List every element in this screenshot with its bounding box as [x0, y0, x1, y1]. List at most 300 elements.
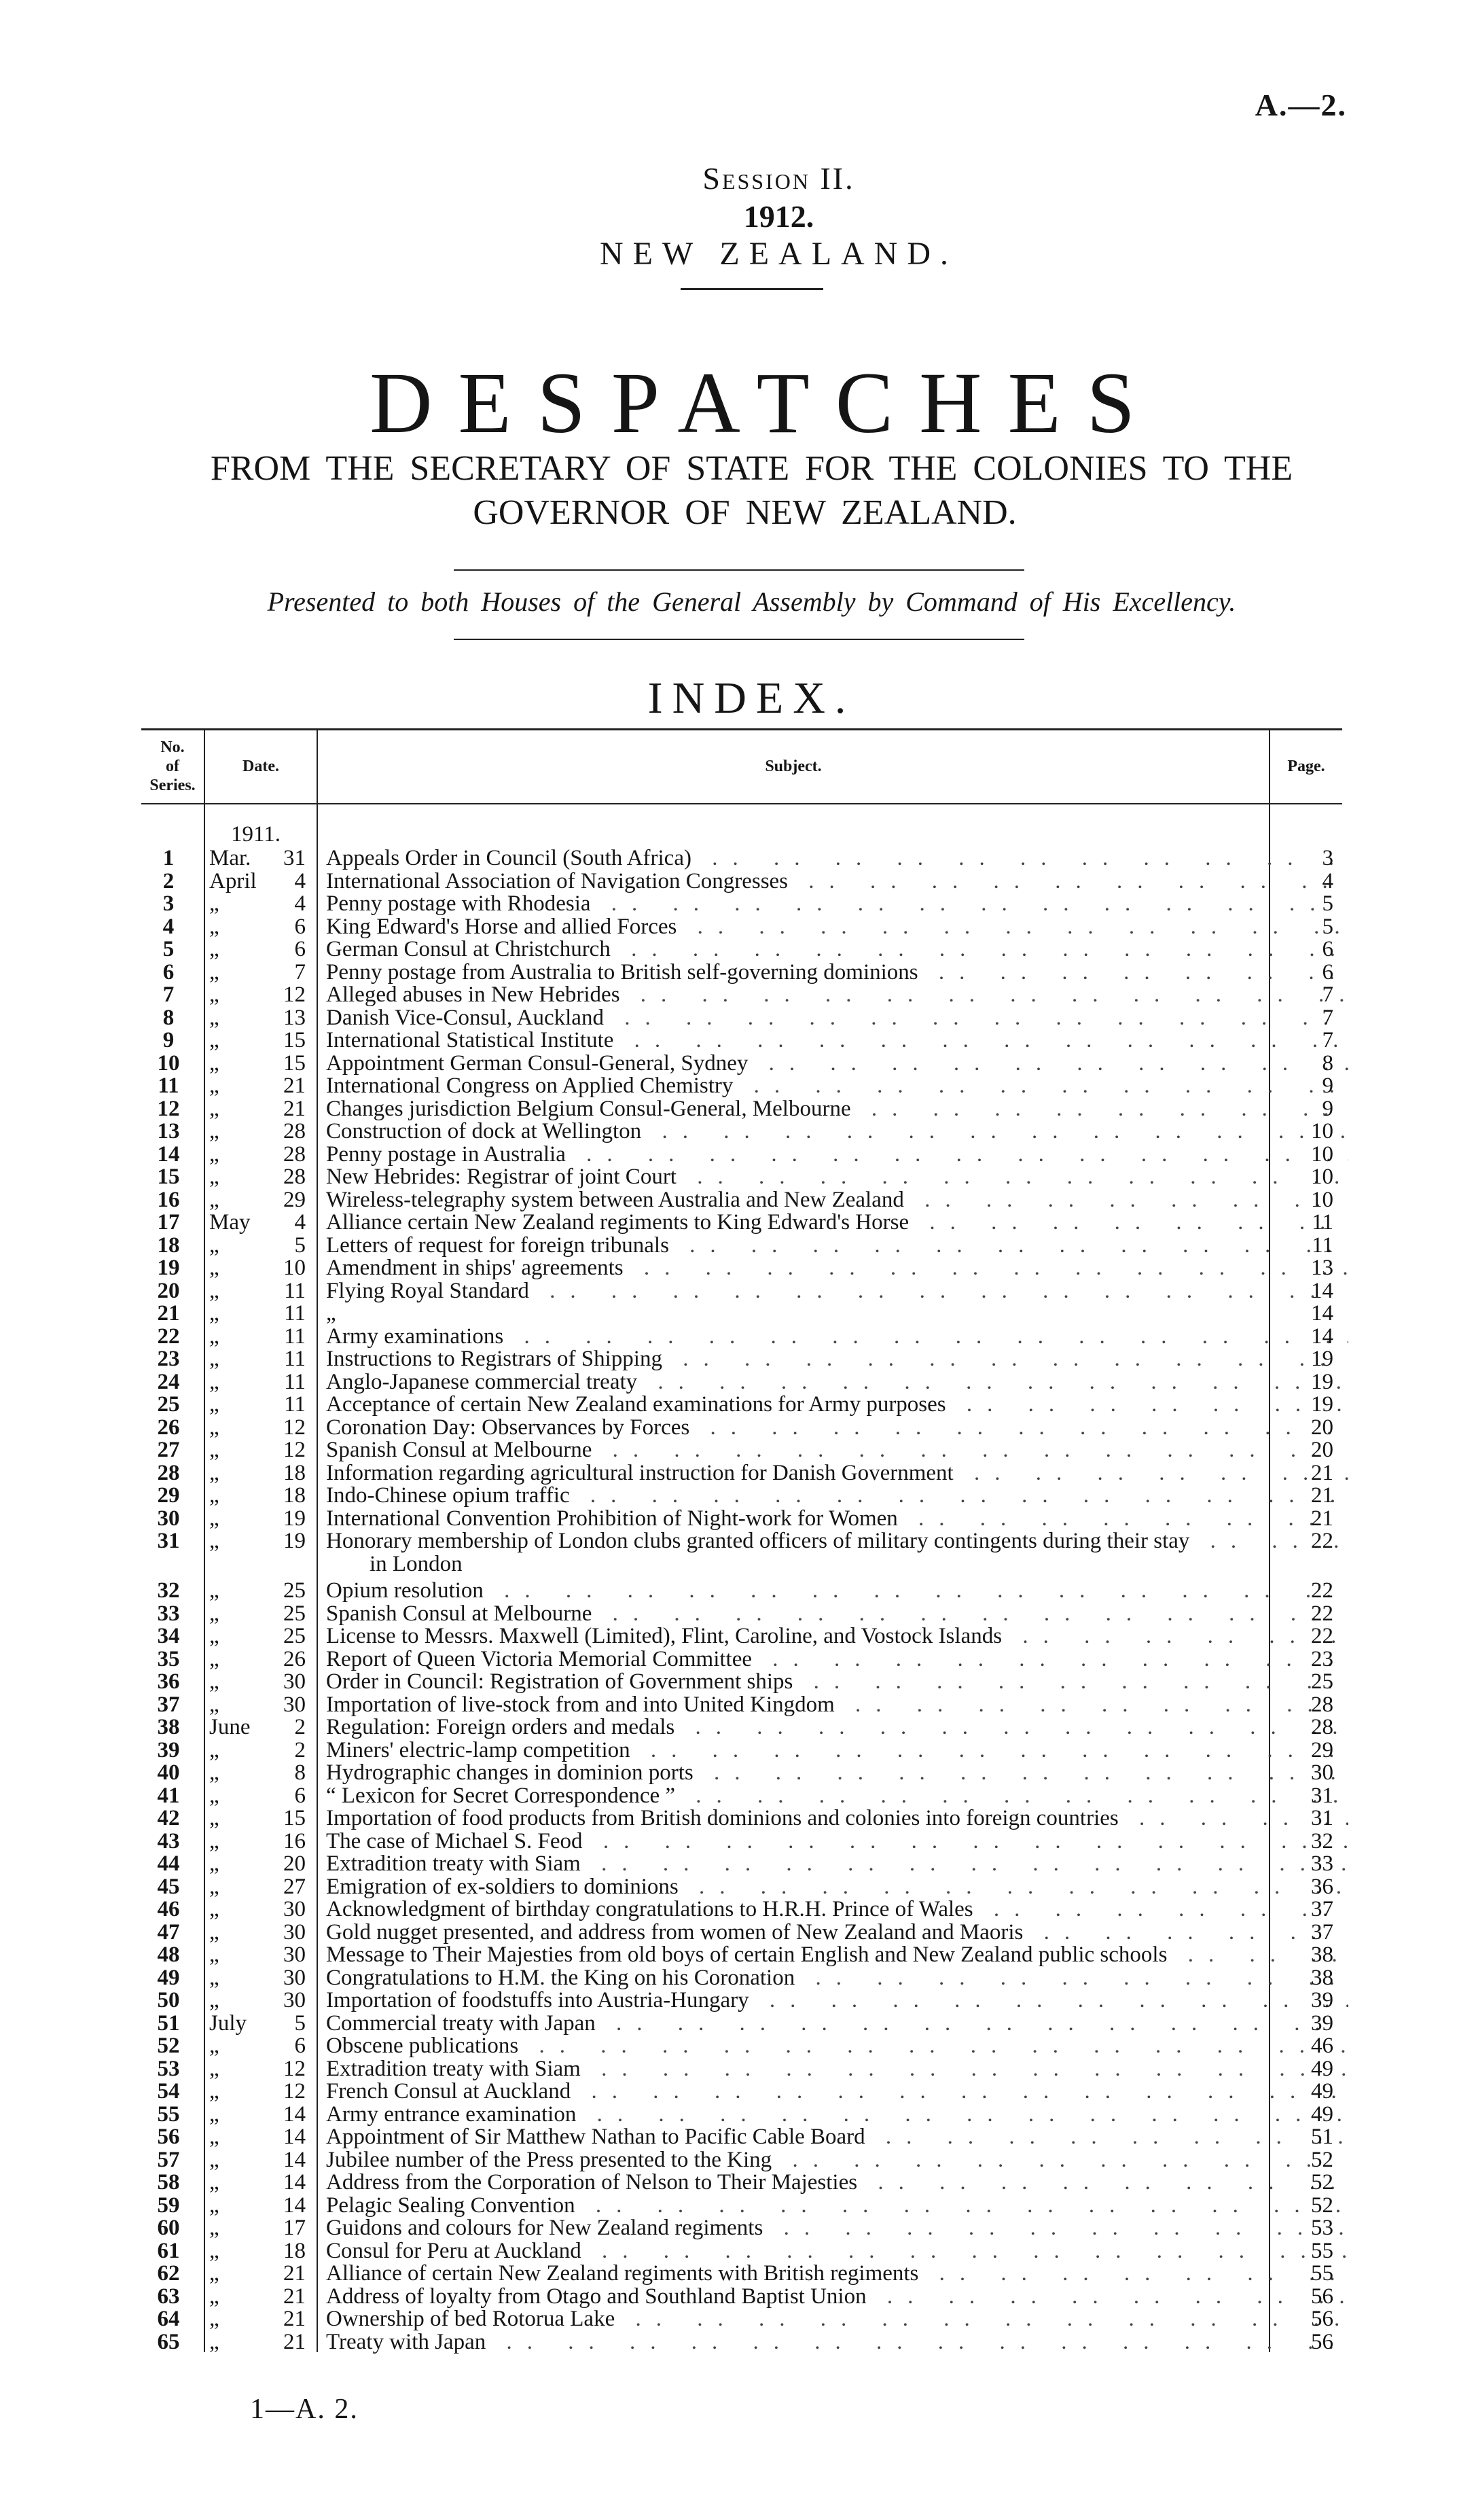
series-number: 28	[157, 1460, 180, 1485]
page-number: 10	[1311, 1119, 1333, 1143]
series-number: 2	[162, 868, 175, 893]
presented-bottom-divider	[454, 639, 1024, 640]
year-heading: 1911.	[231, 822, 281, 847]
table-row	[141, 1417, 1342, 1439]
page-number: 4	[1322, 868, 1333, 893]
date-month: „	[209, 1096, 219, 1121]
date-day: 8	[294, 1760, 306, 1785]
subject: Penny postage with Rhodesia .. ..	[326, 893, 1348, 915]
date-month: „	[209, 1578, 219, 1603]
date-day: 18	[283, 1460, 306, 1485]
date-day: 30	[283, 1988, 306, 2012]
table-row	[141, 1166, 1342, 1188]
subject: Guidons and colours for New Zealand regiments .. ..	[326, 2217, 1348, 2239]
date-month: „	[209, 1874, 219, 1899]
date-month: „	[209, 2238, 219, 2263]
header-no	[141, 738, 204, 795]
series-number: 3	[162, 891, 175, 916]
page-number: 7	[1322, 1005, 1333, 1030]
date-month: „	[209, 2079, 219, 2104]
page-number: 22	[1311, 1601, 1333, 1626]
table-row	[141, 870, 1342, 893]
date-day: 12	[283, 982, 306, 1007]
subject: Importation of live-stock from and into United Kingdom .. ..	[326, 1694, 1348, 1716]
page-number: 30	[1311, 1760, 1333, 1785]
subject: Pelagic Sealing Convention .. ..	[326, 2195, 1348, 2217]
subject: International Convention Prohibition of Night-work for Women .. ..	[326, 1508, 1348, 1530]
series-number: 63	[157, 2284, 180, 2309]
table-row	[141, 1232, 1342, 1258]
date-day: 19	[283, 1529, 306, 1553]
subject: Alliance of certain New Zealand regiments with British regiments .. ..	[326, 2262, 1348, 2285]
subject: Order in Council: Registration of Government ships .. ..	[326, 1671, 1348, 1693]
subject: Extradition treaty with Siam .. ..	[326, 1853, 1348, 1875]
series-number: 61	[157, 2238, 180, 2263]
subject: Wireless-telegraphy system between Australia and New Zealand .. ..	[326, 1189, 1348, 1211]
series-number: 6	[162, 959, 175, 984]
document-reference: A.—2.	[1255, 88, 1347, 122]
date-month: „	[209, 2193, 219, 2218]
page-number: 9	[1322, 1073, 1333, 1098]
series-number: 56	[157, 2125, 180, 2149]
subject: Alleged abuses in New Hebrides .. ..	[326, 984, 1348, 1006]
date-month: „	[209, 1692, 219, 1717]
table-row	[141, 1302, 1342, 1325]
page-number: 10	[1311, 1165, 1333, 1189]
table-row-continuation	[141, 1553, 1342, 1576]
series-number: 44	[157, 1851, 180, 1876]
series-number: 47	[157, 1919, 180, 1945]
series-number: 49	[157, 1965, 180, 1990]
date-month: „	[209, 2125, 219, 2149]
table-row	[141, 1648, 1342, 1671]
subject: Acceptance of certain New Zealand examinations for Army purposes .. ..	[326, 1394, 1348, 1416]
series-number: 4	[162, 914, 175, 939]
year-label: 1912.	[743, 199, 814, 234]
subject: Instructions to Registrars of Shipping .. ..	[326, 1348, 1348, 1370]
page-number: 38	[1311, 1965, 1333, 1990]
series-number: 14	[157, 1141, 180, 1167]
date-month: „	[209, 914, 219, 939]
subject: „	[326, 1302, 336, 1325]
series-number: 16	[157, 1187, 180, 1212]
page-number: 32	[1311, 1828, 1333, 1853]
series-number: 23	[157, 1347, 180, 1371]
date-day: 18	[283, 1483, 306, 1508]
table-row	[141, 847, 1342, 870]
series-number: 7	[162, 982, 175, 1007]
date-month: „	[209, 1942, 219, 1967]
subject: Miners' electric-lamp competition .. ..	[326, 1739, 1348, 1762]
page-number: 28	[1311, 1715, 1333, 1739]
page-number: 53	[1311, 2216, 1333, 2240]
date-day: 6	[294, 2034, 306, 2058]
table-row	[141, 1211, 1342, 1234]
date-day: 12	[283, 1438, 306, 1462]
table-row	[141, 1807, 1342, 1830]
page-number: 38	[1311, 1942, 1333, 1967]
series-number: 50	[157, 1988, 180, 2012]
page-number: 56	[1311, 2284, 1333, 2309]
subject: Consul for Peru at Auckland .. ..	[326, 2240, 1348, 2262]
date-day: 30	[283, 1942, 306, 1967]
subject: Letters of request for foreign tribunals .. ..	[326, 1235, 1348, 1257]
subject: Indo-Chinese opium traffic .. ..	[326, 1485, 1348, 1507]
date-day: 11	[284, 1369, 306, 1394]
date-month: „	[209, 1141, 219, 1167]
page-number: 22	[1311, 1529, 1333, 1553]
page-number: 55	[1311, 2261, 1333, 2286]
date-day: 26	[283, 1646, 306, 1671]
document-title: DESPATCHES	[370, 355, 1161, 451]
table-row	[141, 2286, 1342, 2308]
date-month: „	[209, 1187, 219, 1212]
table-row	[141, 1921, 1342, 1944]
date-day: 17	[283, 2216, 306, 2240]
series-number: 57	[157, 2147, 180, 2172]
page-number: 8	[1322, 1050, 1333, 1076]
subject: Opium resolution .. ..	[326, 1580, 1348, 1602]
page-number: 37	[1311, 1919, 1333, 1945]
date-day: 11	[284, 1392, 306, 1417]
series-number: 62	[157, 2261, 180, 2286]
series-number: 13	[157, 1119, 180, 1143]
date-day: 30	[283, 1669, 306, 1694]
date-month: June	[209, 1715, 251, 1739]
date-day: 25	[283, 1624, 306, 1648]
series-number: 21	[157, 1301, 180, 1326]
page-number: 52	[1311, 2147, 1333, 2172]
date-month: „	[209, 1256, 219, 1280]
table-row	[141, 1944, 1342, 1966]
date-day: 28	[283, 1165, 306, 1189]
date-month: „	[209, 1301, 219, 1326]
table-row	[141, 2308, 1342, 2330]
subject: Commercial treaty with Japan .. ..	[326, 2012, 1348, 2035]
table-row	[141, 2331, 1342, 2354]
page-number: 56	[1311, 2329, 1333, 2354]
date-month: „	[209, 1529, 219, 1553]
date-month: „	[209, 1506, 219, 1531]
subject: Importation of food products from British dominions and colonies into foreign countries .. ..	[326, 1807, 1348, 1830]
date-day: 21	[283, 2261, 306, 2286]
date-day: 31	[283, 846, 306, 870]
date-month: May	[209, 1210, 251, 1235]
date-month: „	[209, 2261, 219, 2286]
series-number: 26	[157, 1415, 180, 1440]
table-row	[141, 2126, 1342, 2148]
subject: Amendment in ships' agreements .. ..	[326, 1257, 1348, 1279]
table-row	[141, 2149, 1342, 2171]
page-number: 52	[1311, 2170, 1333, 2195]
page-number: 13	[1311, 1256, 1333, 1280]
date-month: „	[209, 1601, 219, 1626]
table-top-rule	[141, 728, 1342, 730]
date-day: 21	[283, 2307, 306, 2331]
subject: Importation of foodstuffs into Austria-Hungary .. ..	[326, 1989, 1348, 2012]
series-number: 54	[157, 2079, 180, 2104]
page-number: 14	[1311, 1324, 1333, 1349]
header-divider	[681, 288, 823, 290]
date-day: 13	[283, 1005, 306, 1030]
page-number: 11	[1312, 1210, 1333, 1235]
subject: Army entrance examination .. ..	[326, 2104, 1348, 2126]
date-day: 15	[283, 1028, 306, 1052]
table-row	[141, 1853, 1342, 1875]
date-month: „	[209, 2170, 219, 2195]
date-month: „	[209, 1073, 219, 1098]
table-row	[141, 1898, 1342, 1921]
date-day: 27	[283, 1874, 306, 1899]
date-month: „	[209, 1438, 219, 1462]
date-month: „	[209, 1392, 219, 1417]
page-number: 6	[1322, 937, 1333, 961]
series-number: 27	[157, 1438, 180, 1462]
date-day: 28	[283, 1119, 306, 1143]
table-row	[141, 1029, 1342, 1052]
date-day: 4	[294, 1210, 306, 1235]
header-no-line2: of	[166, 758, 179, 775]
table-row	[141, 1508, 1342, 1530]
table-row	[141, 2171, 1342, 2194]
series-number: 5	[162, 937, 175, 961]
subject: Construction of dock at Wellington .. ..	[326, 1120, 1348, 1143]
table-header-rule	[141, 803, 1342, 804]
page-number: 39	[1311, 1988, 1333, 2012]
series-number: 39	[157, 1737, 180, 1762]
page-number: 31	[1311, 1783, 1333, 1808]
date-day: 12	[283, 2079, 306, 2104]
date-day: 7	[294, 959, 306, 984]
date-month: „	[209, 1897, 219, 1921]
series-number: 8	[162, 1005, 175, 1030]
page-number: 49	[1311, 2056, 1333, 2081]
date-day: 25	[283, 1601, 306, 1626]
date-month: „	[209, 1783, 219, 1808]
subject: Coronation Day: Observances by Forces .. ..	[326, 1417, 1348, 1439]
series-number: 38	[157, 1715, 180, 1739]
series-number: 9	[162, 1028, 175, 1052]
date-day: 20	[283, 1851, 306, 1876]
date-month: „	[209, 959, 219, 984]
page-number: 3	[1322, 846, 1333, 870]
subject: Gold nugget presented, and address from women of New Zealand and Maoris .. ..	[326, 1921, 1348, 1944]
table-row	[141, 1075, 1342, 1097]
session-label: Session II.	[702, 161, 855, 196]
series-number: 59	[157, 2193, 180, 2218]
series-number: 10	[157, 1050, 180, 1076]
table-row	[141, 1462, 1342, 1485]
page-number: 21	[1311, 1460, 1333, 1485]
subject: Information regarding agricultural instruction for Danish Government .. ..	[326, 1462, 1348, 1485]
date-day: 18	[283, 2238, 306, 2263]
date-month: „	[209, 1232, 219, 1258]
date-day: 15	[283, 1050, 306, 1076]
series-number: 18	[157, 1232, 180, 1258]
header-date: Date.	[242, 758, 279, 775]
series-number: 58	[157, 2170, 180, 2195]
date-day: 12	[283, 2056, 306, 2081]
date-day: 10	[283, 1256, 306, 1280]
table-row	[141, 938, 1342, 961]
series-number: 31	[157, 1529, 180, 1553]
page-number: 7	[1322, 1028, 1333, 1052]
date-day: 21	[283, 1073, 306, 1098]
date-day: 11	[284, 1347, 306, 1371]
page-number: 33	[1311, 1851, 1333, 1876]
table-row	[141, 1326, 1342, 1348]
date-day: 6	[294, 914, 306, 939]
date-month: „	[209, 1646, 219, 1671]
date-month: „	[209, 1760, 219, 1785]
page-number: 49	[1311, 2079, 1333, 2104]
header-page: Page.	[1287, 758, 1325, 775]
table-row	[141, 1580, 1342, 1602]
series-number: 40	[157, 1760, 180, 1785]
table-row	[141, 1989, 1342, 2012]
date-month: „	[209, 1369, 219, 1394]
series-number: 15	[157, 1165, 180, 1189]
subject: International Statistical Institute .. ..	[326, 1029, 1348, 1052]
page-number: 22	[1311, 1624, 1333, 1648]
series-number: 43	[157, 1828, 180, 1853]
page-number: 29	[1311, 1737, 1333, 1762]
subject: Treaty with Japan .. ..	[326, 2331, 1348, 2354]
series-number: 48	[157, 1942, 180, 1967]
date-month: July	[209, 2010, 247, 2036]
index-title: INDEX.	[647, 673, 856, 723]
subject: Acknowledgment of birthday congratulations to H.R.H. Prince of Wales .. ..	[326, 1898, 1348, 1921]
subject: French Consul at Auckland .. ..	[326, 2080, 1348, 2103]
subject: Flying Royal Standard .. ..	[326, 1280, 1348, 1302]
table-row	[141, 1785, 1342, 1807]
subject: German Consul at Christchurch .. ..	[326, 938, 1348, 961]
table-row	[141, 1694, 1342, 1716]
date-day: 6	[294, 1783, 306, 1808]
page-number: 19	[1311, 1347, 1333, 1371]
date-day: 30	[283, 1897, 306, 1921]
subject-continuation: in London	[370, 1551, 463, 1576]
date-day: 11	[284, 1278, 306, 1303]
subject: Changes jurisdiction Belgium Consul-General, Melbourne .. ..	[326, 1098, 1348, 1120]
table-row	[141, 1439, 1342, 1461]
table-row	[141, 2262, 1342, 2285]
table-row	[141, 2195, 1342, 2217]
page-number: 14	[1311, 1278, 1333, 1303]
table-row	[141, 1967, 1342, 1989]
subject: Address from the Corporation of Nelson to Their Majesties .. ..	[326, 2171, 1348, 2194]
page-number: 49	[1311, 2101, 1333, 2127]
series-number: 53	[157, 2056, 180, 2081]
date-day: 21	[283, 1096, 306, 1121]
series-number: 20	[157, 1278, 180, 1303]
date-month: „	[209, 1988, 219, 2012]
series-number: 29	[157, 1483, 180, 1508]
date-day: 14	[283, 2170, 306, 2195]
date-month: „	[209, 1028, 219, 1052]
presented-note: Presented to both Houses of the General Assembly by Command of His Excellency.	[267, 586, 1236, 617]
table-row	[141, 916, 1342, 938]
series-number: 51	[157, 2010, 180, 2036]
subject: Extradition treaty with Siam .. ..	[326, 2058, 1348, 2080]
series-number: 52	[157, 2034, 180, 2058]
date-month: „	[209, 1324, 219, 1349]
date-month: „	[209, 1806, 219, 1830]
page-number: 10	[1311, 1141, 1333, 1167]
date-month: „	[209, 937, 219, 961]
table-row	[141, 1485, 1342, 1507]
table-row	[141, 961, 1342, 984]
subject: Address of loyalty from Otago and Southland Baptist Union .. ..	[326, 2286, 1348, 2308]
subject: International Congress on Applied Chemistry .. ..	[326, 1075, 1348, 1097]
series-number: 37	[157, 1692, 180, 1717]
date-month: „	[209, 1460, 219, 1485]
date-month: „	[209, 1050, 219, 1076]
page-number: 7	[1322, 982, 1333, 1007]
series-number: 33	[157, 1601, 180, 1626]
subject: Spanish Consul at Melbourne .. ..	[326, 1439, 1348, 1461]
table-row	[141, 2101, 1342, 2127]
table-row	[141, 1257, 1342, 1279]
series-number: 41	[157, 1783, 180, 1808]
date-day: 28	[283, 1141, 306, 1167]
date-day: 5	[294, 1232, 306, 1258]
date-day: 6	[294, 937, 306, 961]
page-number: 22	[1311, 1578, 1333, 1603]
page-number: 52	[1311, 2193, 1333, 2218]
date-month: „	[209, 982, 219, 1007]
subject: Honorary membership of London clubs granted officers of military contingents during their stay .. ..	[326, 1530, 1348, 1552]
subtitle-line-1: FROM THE SECRETARY OF STATE FOR THE COLONIES TO THE	[210, 449, 1293, 488]
table-row	[141, 1098, 1342, 1120]
table-row	[141, 2080, 1342, 2103]
page-number: 23	[1311, 1646, 1333, 1671]
page-number: 37	[1311, 1897, 1333, 1921]
series-number: 19	[157, 1256, 180, 1280]
subject: License to Messrs. Maxwell (Limited), Flint, Caroline, and Vostock Islands .. ..	[326, 1625, 1348, 1648]
date-month: „	[209, 1347, 219, 1371]
table-row	[141, 2240, 1342, 2262]
date-month: „	[209, 2101, 219, 2127]
table-row	[141, 1603, 1342, 1625]
series-number: 1	[162, 846, 175, 870]
page-number: 21	[1311, 1506, 1333, 1531]
date-month: „	[209, 2284, 219, 2309]
date-month: „	[209, 1005, 219, 1030]
subject: Alliance certain New Zealand regiments to King Edward's Horse .. ..	[326, 1211, 1348, 1234]
page-number: 19	[1311, 1369, 1333, 1394]
subject: Obscene publications .. ..	[326, 2035, 1348, 2057]
date-month: „	[209, 1965, 219, 1990]
date-month: „	[209, 2329, 219, 2354]
table-row	[141, 1876, 1342, 1898]
subject: Penny postage in Australia .. ..	[326, 1143, 1348, 1166]
table-row	[141, 984, 1342, 1006]
date-month: „	[209, 1415, 219, 1440]
series-number: 46	[157, 1897, 180, 1921]
table-row	[141, 1671, 1342, 1693]
table-row	[141, 1371, 1342, 1394]
date-day: 11	[284, 1324, 306, 1349]
date-day: 14	[283, 2101, 306, 2127]
date-day: 11	[284, 1301, 306, 1326]
subject: King Edward's Horse and allied Forces .. ..	[326, 916, 1348, 938]
series-number: 17	[157, 1210, 180, 1235]
subject: Ownership of bed Rotorua Lake .. ..	[326, 2308, 1348, 2330]
presented-top-divider	[454, 569, 1024, 571]
page-number: 28	[1311, 1692, 1333, 1717]
subject: New Hebrides: Registrar of joint Court .. ..	[326, 1166, 1348, 1188]
